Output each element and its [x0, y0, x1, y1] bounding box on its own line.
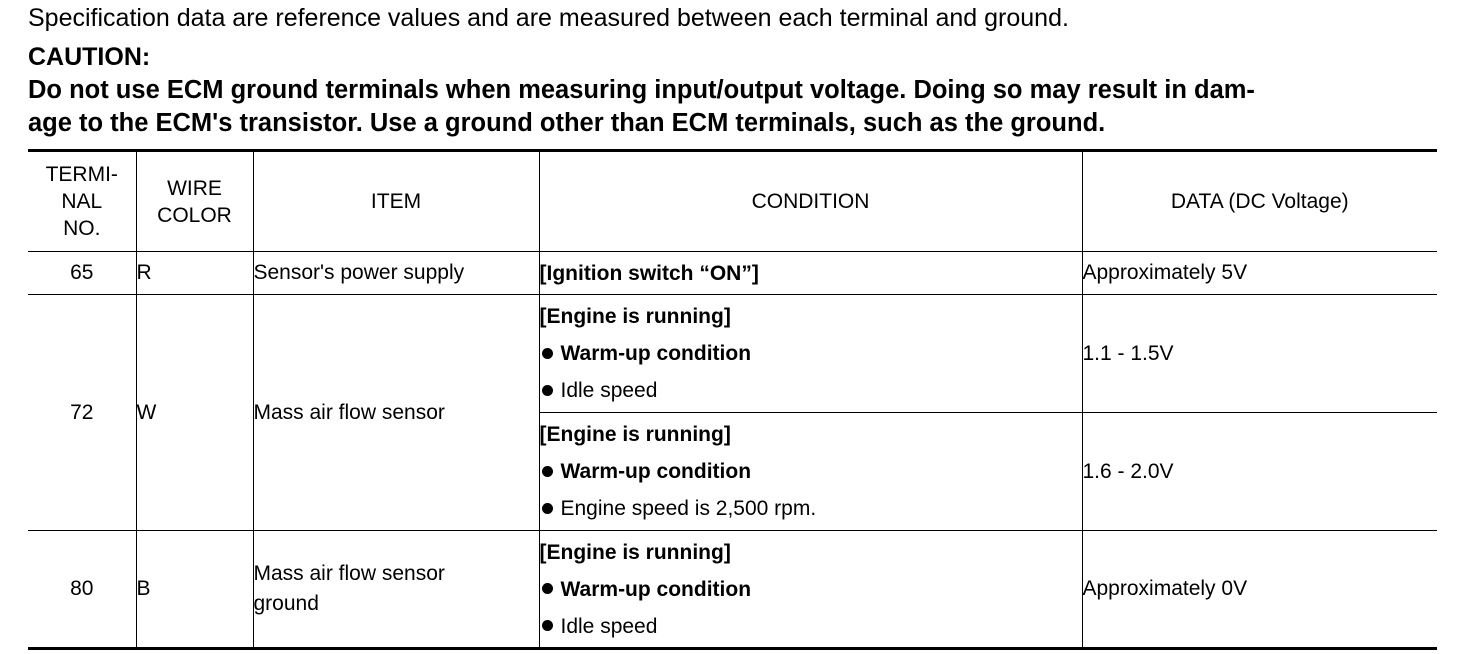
bullet-icon: [542, 583, 553, 594]
terminal-no: 65: [28, 252, 136, 295]
table-row: [28, 252, 1437, 295]
condition-heading: [Ignition switch “ON”]: [539, 261, 759, 285]
caution-line-1: Do not use ECM ground terminals when measuring input/output voltage. Doing so may result in dam-: [28, 76, 1255, 104]
header-wire-color: WIRE COLOR: [136, 151, 253, 252]
item: Mass air flow sensor: [253, 295, 539, 531]
table-header-row: [28, 151, 1437, 252]
header-data: DATA (DC Voltage): [1082, 151, 1437, 252]
bullet-icon: [542, 466, 553, 477]
condition: [539, 413, 1082, 531]
header-item: ITEM: [253, 151, 539, 252]
header-terminal-no: TERMI- NAL NO.: [28, 151, 136, 252]
bullet-icon: [542, 503, 553, 514]
terminal-spec-table: [28, 149, 1437, 650]
table-row: [28, 295, 1437, 413]
condition-bullet: Engine speed is 2,500 rpm.: [540, 490, 1082, 527]
item: Mass air flow sensor ground: [253, 531, 539, 649]
data-value: 1.6 - 2.0V: [1082, 413, 1437, 531]
header-condition: CONDITION: [539, 151, 1082, 252]
terminal-no: 72: [28, 295, 136, 531]
intro-text: Specification data are reference values and are measured between each terminal and ground.: [28, 4, 1069, 32]
caution-line-2: age to the ECM's transistor. Use a ground other than ECM terminals, such as the ground.: [28, 109, 1106, 137]
wire-color: B: [136, 531, 253, 649]
condition-bullet: Idle speed: [540, 372, 1082, 409]
bullet-icon: [542, 620, 553, 631]
condition: [539, 531, 1082, 649]
condition: [539, 252, 1082, 295]
condition-bullet: Warm-up condition: [540, 571, 1082, 608]
condition-heading: [Engine is running]: [539, 423, 731, 446]
condition-bullet: Warm-up condition: [540, 335, 1082, 372]
wire-color: W: [136, 295, 253, 531]
condition: [539, 295, 1082, 413]
table-row: [28, 531, 1437, 649]
data-value: 1.1 - 1.5V: [1082, 295, 1437, 413]
item: Sensor's power supply: [253, 252, 539, 295]
condition-bullet: Warm-up condition: [540, 453, 1082, 490]
bullet-icon: [542, 348, 553, 359]
caution-text: [28, 74, 1448, 140]
terminal-no: 80: [28, 531, 136, 649]
data-value: Approximately 0V: [1082, 531, 1437, 649]
condition-bullet: Idle speed: [540, 608, 1082, 645]
condition-heading: [Engine is running]: [539, 540, 731, 564]
condition-heading: [Engine is running]: [539, 305, 731, 328]
wire-color: R: [136, 252, 253, 295]
caution-title: CAUTION:: [28, 43, 151, 71]
bullet-icon: [542, 385, 553, 396]
data-value: Approximately 5V: [1082, 252, 1437, 295]
